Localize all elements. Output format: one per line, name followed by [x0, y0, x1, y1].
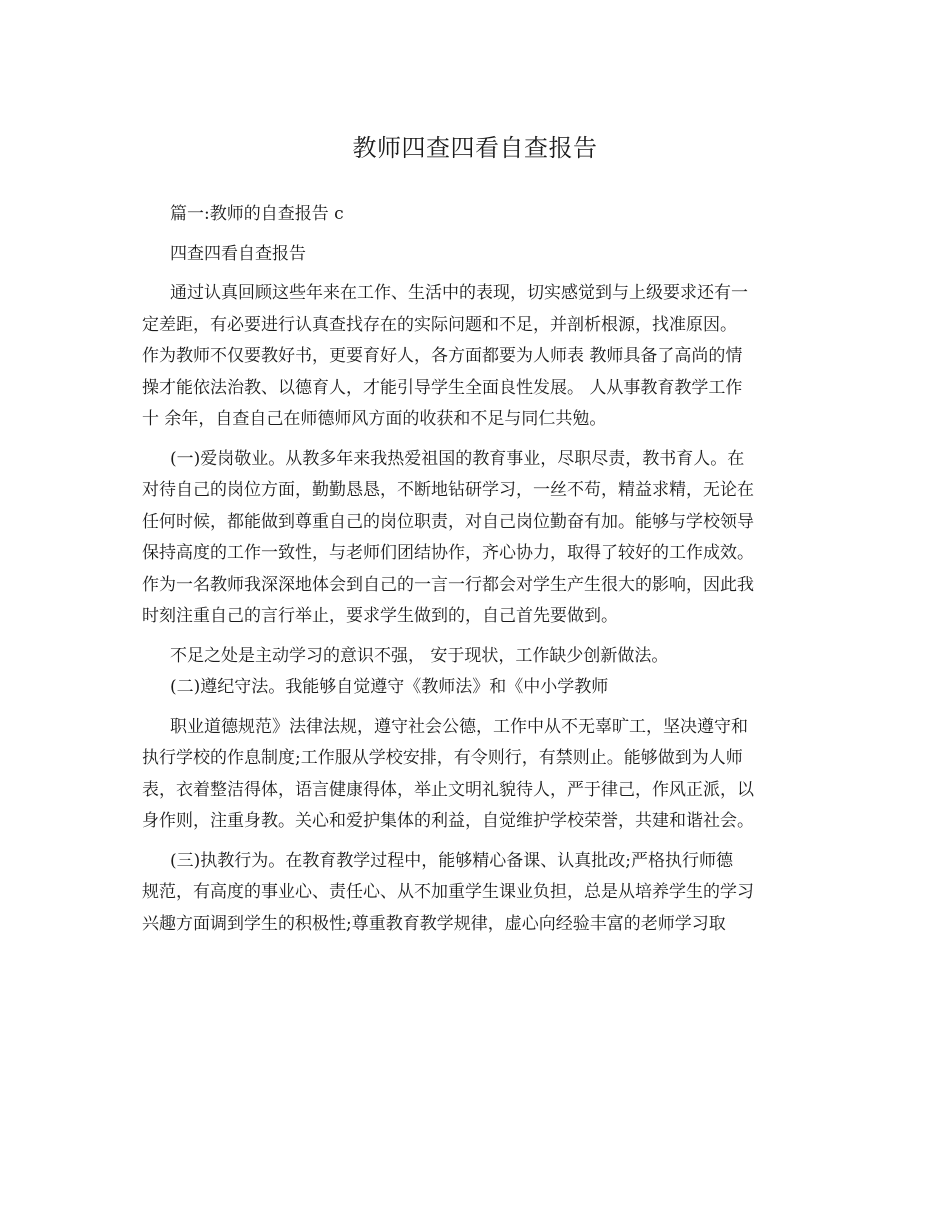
- text-line: 任何时候，都能做到尊重自己的岗位职责，对自己岗位勤奋有加。能够与学校领导: [142, 511, 754, 532]
- text-line: 规范，有高度的事业心、责任心、从不加重学生课业负担，总是从培养学生的学习: [142, 882, 754, 902]
- paragraph-gap: [142, 704, 822, 712]
- text-line: 篇一:教师的自查报告 c: [170, 204, 344, 224]
- text-line: 操才能依法治教、以德育人，才能引导学生全面良性发展。 人从事教育教学工作: [142, 377, 743, 398]
- paragraph-gap: [142, 633, 822, 641]
- text-line: 通过认真回顾这些年来在工作、生活中的表现，切实感觉到与上级要求还有一: [170, 283, 748, 303]
- text-line: (一)爱岗敬业。从教多年来我热爱祖国的教育事业，尽职尽责，教书育人。在: [170, 448, 745, 469]
- document-title: 教师四查四看自查报告: [352, 134, 598, 162]
- text-line: 定差距，有必要进行认真查找存在的实际问题和不足，并剖析根源，找准原因。: [142, 314, 737, 335]
- text-line: (二)遵纪守法。我能够自觉遵守《教师法》和《中小学教师: [170, 677, 609, 697]
- paragraph-gap: [142, 231, 822, 239]
- text-line: 兴趣方面调到学生的积极性;尊重教育教学规律，虚心向经验丰富的老师学习取: [142, 913, 726, 934]
- text-line: 十 余年，自查自己在师德师风方面的收获和不足与同仁共勉。: [142, 409, 607, 429]
- text-line: 表，衣着整洁得体，语言健康得体，举止文明礼貌待人，严于律己，作风正派，以: [142, 779, 754, 800]
- text-line: 四查四看自查报告: [170, 243, 306, 264]
- text-line: 身作则，注重身教。关心和爱护集体的利益，自觉维护学校荣誉，共建和谐社会。: [142, 811, 754, 831]
- text-line: 作为教师不仅要教好书，更要育好人，各方面都要为人师表 教师具备了高尚的情: [142, 346, 743, 366]
- text-line: 时刻注重自己的言行举止，要求学生做到的，自己首先要做到。: [142, 606, 618, 626]
- text-line: 执行学校的作息制度;工作服从学校安排，有令则行，有禁则止。能够做到为人师: [142, 748, 743, 768]
- text-line: 职业道德规范》法律法规，遵守社会公德，工作中从不无辜旷工，坚决遵守和: [170, 716, 748, 737]
- text-line: 对待自己的岗位方面，勤勤恳恳，不断地钻研学习，一丝不苟，精益求精，无论在: [142, 480, 754, 500]
- text-line: 作为一名教师我深深地体会到自己的一言一行都会对学生产生很大的影响，因此我: [142, 574, 754, 595]
- text-line: 不足之处是主动学习的意识不强， 安于现状，工作缺少创新做法。: [170, 645, 669, 666]
- paragraph-gap: [142, 270, 822, 278]
- document-body: [142, 199, 822, 940]
- text-line: 保持高度的工作一致性，与老师们团结协作，齐心协力，取得了较好的工作成效。: [142, 543, 754, 563]
- text-line: (三)执教行为。在教育教学过程中，能够精心备课、认真批改;严格执行师德: [170, 850, 733, 871]
- paragraph-gap: [142, 838, 822, 846]
- paragraph-gap: [142, 436, 822, 444]
